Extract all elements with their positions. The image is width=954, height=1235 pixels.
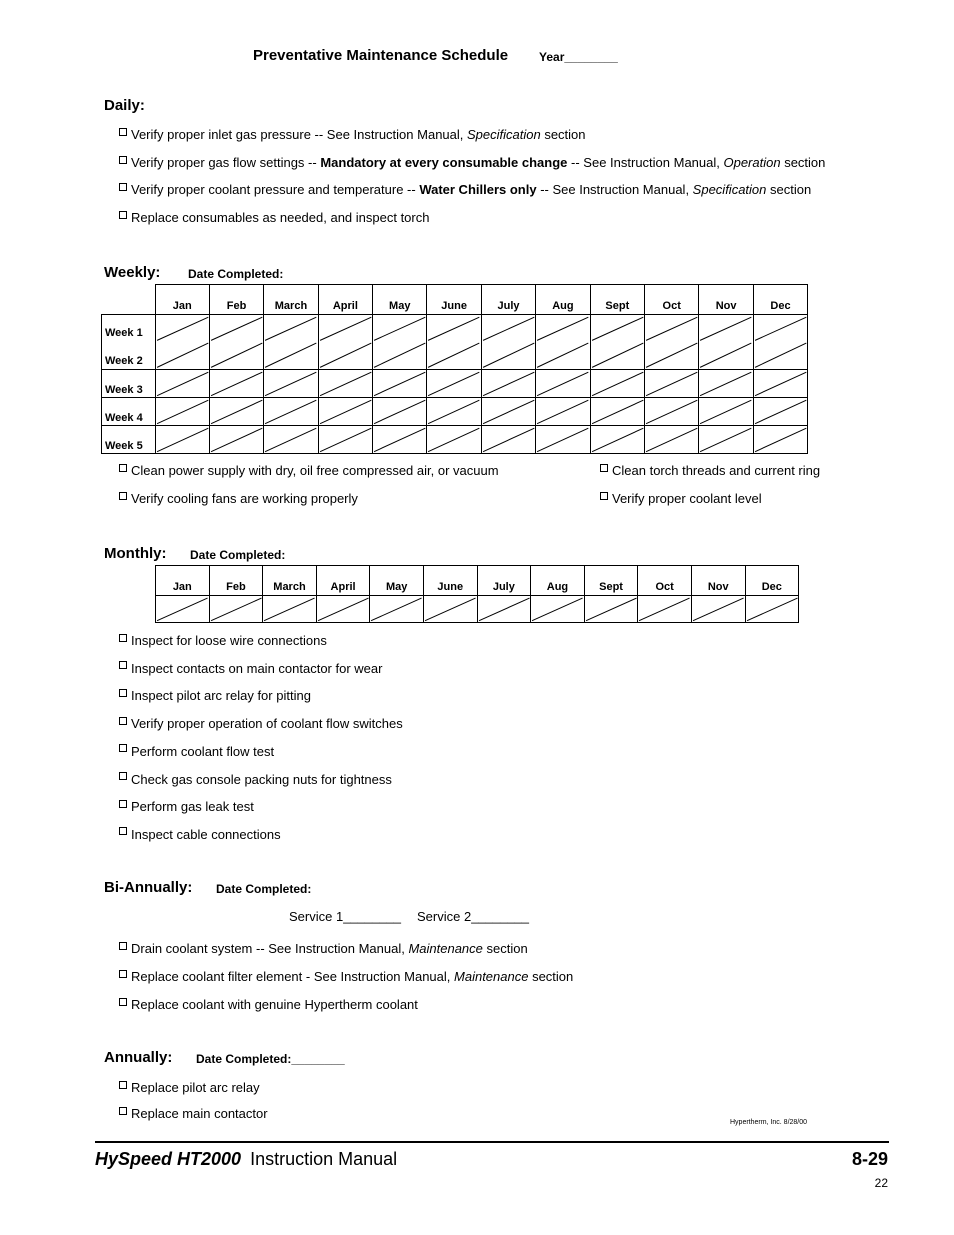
- monthly-item: [119, 744, 274, 759]
- week-cell[interactable]: [427, 315, 481, 370]
- month-header: June: [423, 566, 477, 596]
- checkbox-icon[interactable]: [119, 634, 127, 642]
- checkbox-icon[interactable]: [119, 1081, 127, 1089]
- week-cell[interactable]: [645, 315, 699, 370]
- weekly-item-text: Clean power supply with dry, oil free compressed air, or vacuum: [131, 463, 499, 478]
- month-cell[interactable]: [156, 596, 210, 623]
- daily-item-text: Verify proper gas flow settings -- Mandatory at every consumable change -- See Instruction Manual, Operation section: [131, 155, 826, 170]
- week-cell[interactable]: [699, 370, 753, 398]
- week-cell[interactable]: [753, 398, 807, 426]
- week-cell[interactable]: [699, 315, 753, 370]
- week-cell[interactable]: [373, 315, 427, 370]
- week-cell[interactable]: [645, 370, 699, 398]
- weekly-item-text: Clean torch threads and current ring: [612, 463, 821, 478]
- weekly-item: [600, 463, 820, 478]
- weekly-item: [119, 491, 358, 506]
- month-header: June: [427, 285, 481, 315]
- checkbox-icon[interactable]: [119, 827, 127, 835]
- week-cell[interactable]: [481, 370, 535, 398]
- checkbox-icon[interactable]: [119, 464, 127, 472]
- annual-date-label: Date Completed:________: [196, 1052, 345, 1066]
- week-label: Week 1: [105, 327, 143, 339]
- checkbox-icon[interactable]: [119, 717, 127, 725]
- week-cell[interactable]: [590, 398, 644, 426]
- checkbox-icon[interactable]: [119, 156, 127, 164]
- checkbox-icon[interactable]: [119, 128, 127, 136]
- daily-item: [119, 127, 586, 142]
- weekly-item-text: Verify proper coolant level: [612, 491, 762, 506]
- week-cell[interactable]: [536, 370, 590, 398]
- sheet-number: 22: [874, 1176, 888, 1190]
- month-header: March: [263, 566, 317, 596]
- year-field: Year________: [539, 50, 618, 64]
- week-cell[interactable]: [318, 426, 372, 454]
- month-header: Sept: [584, 566, 638, 596]
- checkbox-icon[interactable]: [119, 744, 127, 752]
- month-header: Feb: [209, 285, 263, 315]
- week-labels-1-2: [102, 315, 156, 370]
- footer-brand: HySpeed HT2000: [95, 1149, 242, 1169]
- week-label: Week 2: [105, 355, 143, 367]
- week-cell[interactable]: [155, 315, 209, 370]
- week-cell[interactable]: [373, 370, 427, 398]
- monthly-item: [119, 716, 403, 731]
- month-cell[interactable]: [584, 596, 638, 623]
- month-header: July: [477, 566, 531, 596]
- checkbox-icon[interactable]: [119, 1107, 127, 1115]
- week-cell[interactable]: [753, 315, 807, 370]
- month-cell[interactable]: [423, 596, 477, 623]
- month-header: July: [481, 285, 535, 315]
- week-cell[interactable]: [753, 426, 807, 454]
- week-cell[interactable]: [373, 398, 427, 426]
- week-cell[interactable]: [645, 398, 699, 426]
- month-header: April: [316, 566, 370, 596]
- month-cell[interactable]: [691, 596, 745, 623]
- month-header: Aug: [531, 566, 585, 596]
- month-cell[interactable]: [745, 596, 799, 623]
- weekly-item: [600, 491, 762, 506]
- month-cell[interactable]: [263, 596, 317, 623]
- month-header: Aug: [536, 285, 590, 315]
- month-header: Nov: [691, 566, 745, 596]
- biannual-item: [119, 941, 528, 956]
- monthly-item-text: Perform coolant flow test: [131, 743, 275, 759]
- grid-corner: [102, 285, 156, 315]
- daily-item: [119, 182, 811, 197]
- week-cell[interactable]: [209, 315, 263, 370]
- week-cell[interactable]: [590, 426, 644, 454]
- checkbox-icon[interactable]: [119, 800, 127, 808]
- annual-item: [119, 1106, 268, 1121]
- month-header: April: [318, 285, 372, 315]
- monthly-date-label: Date Completed:: [190, 548, 286, 562]
- monthly-item-text: Inspect cable connections: [131, 826, 281, 842]
- page-number: 8-29: [851, 1149, 888, 1169]
- monthly-heading: Monthly:: [104, 545, 167, 562]
- week-cell[interactable]: [155, 398, 209, 426]
- week-cell[interactable]: [645, 426, 699, 454]
- month-header: Jan: [155, 285, 209, 315]
- week-cell[interactable]: [209, 398, 263, 426]
- week-cell[interactable]: [536, 426, 590, 454]
- month-cell[interactable]: [316, 596, 370, 623]
- month-cell[interactable]: [531, 596, 585, 623]
- week-cell[interactable]: [536, 315, 590, 370]
- week-label: Week 3: [102, 370, 156, 398]
- footer-manual: Instruction Manual: [250, 1149, 398, 1169]
- month-header: Sept: [590, 285, 644, 315]
- week-cell[interactable]: [427, 370, 481, 398]
- week-cell[interactable]: [264, 398, 318, 426]
- monthly-item: [119, 661, 382, 676]
- monthly-item-text: Check gas console packing nuts for tightness: [131, 771, 392, 787]
- daily-item: [119, 155, 825, 170]
- week-cell[interactable]: [481, 315, 535, 370]
- checkbox-icon[interactable]: [119, 492, 127, 500]
- monthly-item-text: Inspect pilot arc relay for pitting: [131, 688, 311, 704]
- annual-item-text: Replace main contactor: [131, 1106, 268, 1121]
- week-cell[interactable]: [373, 426, 427, 454]
- monthly-item-text: Inspect contacts on main contactor for wear: [131, 660, 383, 676]
- week-cell[interactable]: [209, 370, 263, 398]
- monthly-item: [119, 799, 254, 814]
- month-cell[interactable]: [209, 596, 263, 623]
- week-cell[interactable]: [264, 370, 318, 398]
- service-1-field: Service 1________: [289, 909, 402, 924]
- week-cell[interactable]: [753, 370, 807, 398]
- biannual-item-text: Replace coolant with genuine Hypertherm coolant: [131, 997, 418, 1012]
- weekly-date-label: Date Completed:: [188, 267, 284, 281]
- annual-heading: Annually:: [104, 1049, 173, 1066]
- week-cell[interactable]: [264, 315, 318, 370]
- daily-item-text: Replace consumables as needed, and inspect torch: [131, 210, 430, 225]
- weekly-item: [119, 463, 499, 478]
- monthly-item: [119, 633, 327, 648]
- checkbox-icon[interactable]: [119, 183, 127, 191]
- biannual-item-text: Replace coolant filter element - See Instruction Manual, Maintenance section: [131, 969, 574, 984]
- annual-item: [119, 1080, 260, 1095]
- page-title: Preventative Maintenance Schedule: [253, 47, 509, 64]
- checkbox-icon[interactable]: [119, 211, 127, 219]
- week-cell[interactable]: [318, 315, 372, 370]
- monthly-item: [119, 688, 311, 703]
- checkbox-icon[interactable]: [119, 661, 127, 669]
- month-header: May: [370, 566, 424, 596]
- week-cell[interactable]: [590, 315, 644, 370]
- month-header: Nov: [699, 285, 753, 315]
- daily-heading: Daily:: [104, 97, 145, 114]
- week-cell[interactable]: [427, 398, 481, 426]
- week-cell[interactable]: [481, 398, 535, 426]
- week-cell[interactable]: [318, 370, 372, 398]
- monthly-item-text: Perform gas leak test: [131, 799, 254, 815]
- checkbox-icon[interactable]: [119, 942, 127, 950]
- biannual-item: [119, 969, 573, 984]
- footer-rule: [95, 1141, 889, 1143]
- monthly-item: [119, 827, 281, 842]
- checkbox-icon[interactable]: [119, 772, 127, 780]
- week-cell[interactable]: [155, 370, 209, 398]
- month-cell[interactable]: [370, 596, 424, 623]
- monthly-item-text: Inspect for loose wire connections: [131, 633, 327, 648]
- daily-item: [119, 210, 429, 225]
- checkbox-icon[interactable]: [600, 492, 608, 500]
- week-cell[interactable]: [699, 426, 753, 454]
- week-cell[interactable]: [481, 426, 535, 454]
- week-cell[interactable]: [699, 398, 753, 426]
- month-header: Feb: [209, 566, 263, 596]
- checkbox-icon[interactable]: [119, 970, 127, 978]
- week-cell[interactable]: [536, 398, 590, 426]
- checkbox-icon[interactable]: [119, 689, 127, 697]
- service-2-field: Service 2________: [417, 909, 530, 924]
- week-cell[interactable]: [155, 426, 209, 454]
- month-header: Oct: [638, 566, 692, 596]
- checkbox-icon[interactable]: [600, 464, 608, 472]
- footer-credit: Hypertherm, Inc. 8/28/00: [730, 1119, 808, 1126]
- month-header: Jan: [156, 566, 210, 596]
- footer-manual-title: [95, 1149, 397, 1170]
- week-label: Week 4: [102, 398, 156, 426]
- daily-item-text: Verify proper coolant pressure and temperature -- Water Chillers only -- See Instruction Manual, Specification section: [131, 182, 812, 197]
- week-label: Week 5: [102, 426, 156, 454]
- monthly-item: [119, 772, 392, 787]
- annual-item-text: Replace pilot arc relay: [131, 1080, 260, 1095]
- biannual-date-label: Date Completed:: [216, 882, 312, 896]
- biannual-item: [119, 997, 418, 1012]
- month-header: Dec: [753, 285, 807, 315]
- week-cell[interactable]: [427, 426, 481, 454]
- month-cell[interactable]: [638, 596, 692, 623]
- monthly-item-text: Verify proper operation of coolant flow switches: [131, 716, 403, 732]
- daily-item-text: Verify proper inlet gas pressure -- See Instruction Manual, Specification section: [131, 127, 586, 142]
- week-cell[interactable]: [318, 398, 372, 426]
- month-header: Dec: [745, 566, 799, 596]
- biannual-item-text: Drain coolant system -- See Instruction Manual, Maintenance section: [131, 941, 528, 956]
- week-cell[interactable]: [209, 426, 263, 454]
- month-header: May: [373, 285, 427, 315]
- month-header: Oct: [645, 285, 699, 315]
- weekly-item-text: Verify cooling fans are working properly: [131, 491, 358, 506]
- biannual-heading: Bi-Annually:: [104, 879, 193, 896]
- weekly-heading: Weekly:: [104, 264, 161, 281]
- month-cell[interactable]: [477, 596, 531, 623]
- week-cell[interactable]: [590, 370, 644, 398]
- week-cell[interactable]: [264, 426, 318, 454]
- month-header: March: [264, 285, 318, 315]
- checkbox-icon[interactable]: [119, 998, 127, 1006]
